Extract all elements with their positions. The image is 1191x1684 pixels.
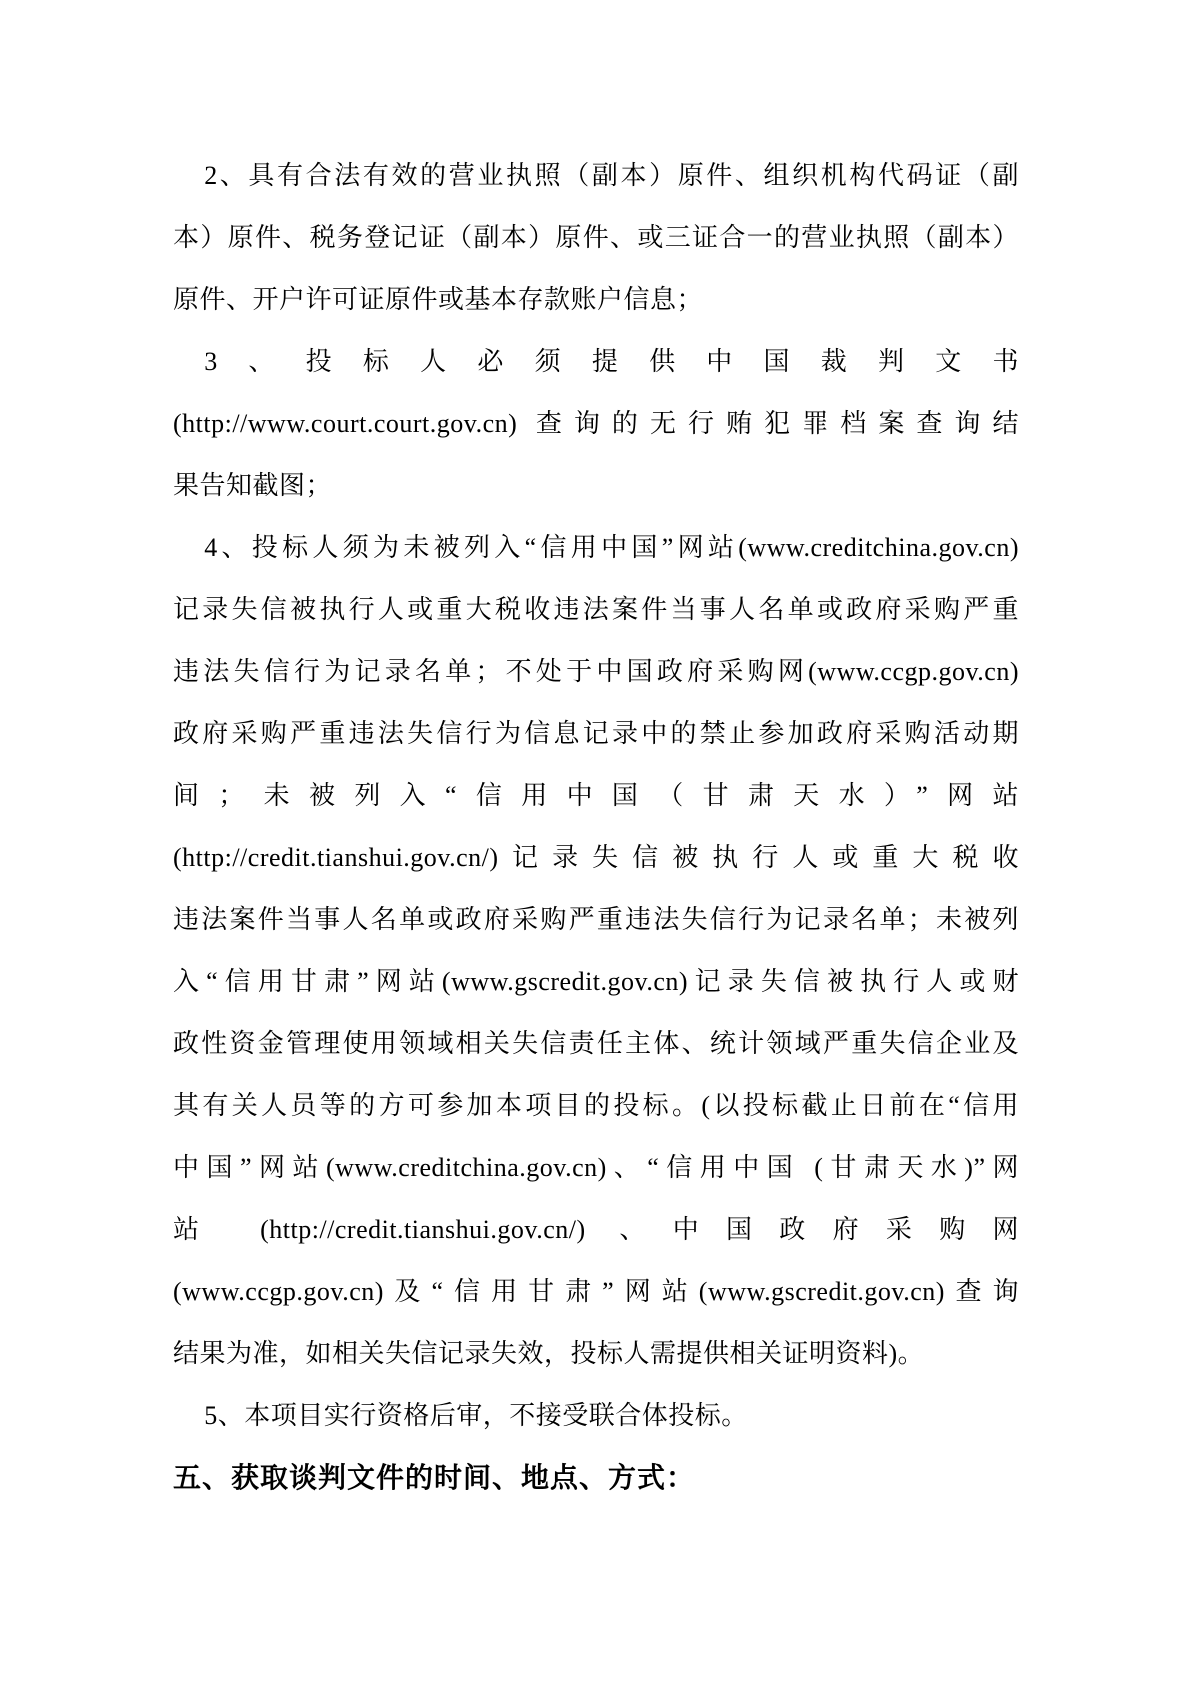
doc-line: 果告知截图； [173,471,333,500]
doc-line: (http://www.court.court.gov.cn) 查询的无行贿犯罪档案查询结 [173,409,1019,438]
doc-line: 政性资金管理使用领域相关失信责任主体、统计领域严重失信企业及 [173,1029,1019,1058]
doc-line: 原件、开户许可证原件或基本存款账户信息； [173,285,704,314]
doc-line: 间；未被列入“信用中国（甘肃天水）”网站 [173,781,1019,810]
paragraph-item-4 [173,517,1019,1385]
doc-line: 本）原件、税务登记证（副本）原件、或三证合一的营业执照（副本） [173,223,1019,252]
doc-line: 政府采购严重违法失信行为信息记录中的禁止参加政府采购活动期 [173,719,1019,748]
doc-line: 记录失信被执行人或重大税收违法案件当事人名单或政府采购严重 [173,595,1019,624]
doc-line: 3、投标人必须提供中国裁判文书 [204,347,1019,376]
section-heading-line: 五、获取谈判文件的时间、地点、方式： [173,1462,696,1493]
doc-line: 2、具有合法有效的营业执照（副本）原件、组织机构代码证（副 [204,161,1019,190]
paragraph-item-2 [173,145,1019,331]
doc-line: (http://credit.tianshui.gov.cn/)记录失信被执行人或重大税收 [173,843,1019,872]
doc-line: 结果为准，如相关失信记录失效，投标人需提供相关证明资料)。 [173,1339,925,1368]
doc-line: 其有关人员等的方可参加本项目的投标。(以投标截止日前在“信用 [173,1091,1019,1120]
paragraph-item-5 [173,1385,1019,1447]
doc-line: 5、本项目实行资格后审，不接受联合体投标。 [204,1401,748,1430]
paragraph-item-3 [173,331,1019,517]
doc-line: (www.ccgp.gov.cn)及“信用甘肃”网站(www.gscredit.gov.cn)查询 [173,1277,1019,1306]
doc-line: 违法案件当事人名单或政府采购严重违法失信行为记录名单；未被列 [173,905,1019,934]
doc-line: 站 (http://credit.tianshui.gov.cn/) 、中国政府采购网 [173,1215,1019,1244]
doc-line: 入“信用甘肃”网站(www.gscredit.gov.cn)记录失信被执行人或财 [173,967,1019,996]
doc-line: 中国”网站(www.creditchina.gov.cn)、“信用中国 (甘肃天水)”网 [173,1153,1019,1182]
document-body [173,145,1019,1509]
doc-line: 违法失信行为记录名单；不处于中国政府采购网(www.ccgp.gov.cn) [173,657,1019,686]
section-5-heading [173,1447,1019,1509]
doc-line: 4、投标人须为未被列入“信用中国”网站(www.creditchina.gov.cn) [204,533,1019,562]
